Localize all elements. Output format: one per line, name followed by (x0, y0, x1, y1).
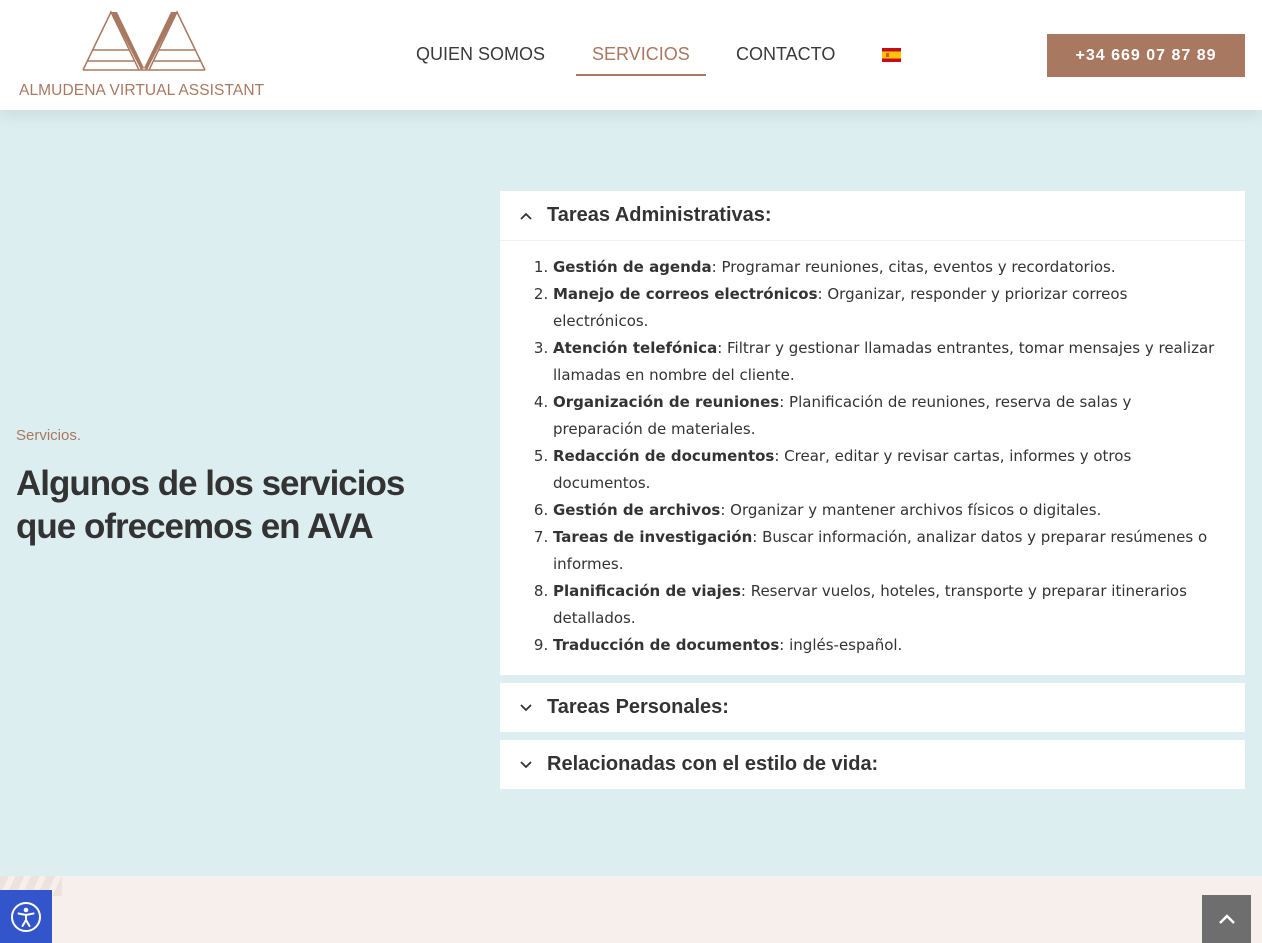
list-item-term: Organización de reuniones (553, 393, 780, 411)
logo-text: ALMUDENA VIRTUAL ASSISTANT (19, 82, 265, 99)
list-item-term: Traducción de documentos (553, 636, 780, 654)
footer-band (0, 876, 1262, 943)
list-item-term: Manejo de correos electrónicos (553, 285, 818, 303)
accordion-item-personales (500, 683, 1245, 732)
list-item (553, 524, 1225, 578)
nav-quien-somos[interactable]: QUIEN SOMOS (416, 44, 546, 64)
list-item-desc: : Planificación de reuniones, reserva de salas y preparación de materiales. (553, 393, 1132, 438)
site-header (0, 0, 1262, 110)
accordion-title: Tareas Personales: (547, 696, 729, 718)
section-eyebrow: Servicios. (16, 427, 82, 444)
list-item (553, 578, 1225, 632)
accordion-title: Relacionadas con el estilo de vida: (547, 753, 879, 775)
list-item-desc: : Organizar, responder y priorizar correos electrónicos. (553, 285, 1128, 330)
logo-mark-icon (81, 10, 207, 72)
list-item-desc: : Filtrar y gestionar llamadas entrantes, tomar mensajes y realizar llamadas en nombre del cliente. (553, 339, 1215, 384)
list-item (553, 497, 1225, 524)
list-item-desc: : Buscar información, analizar datos y preparar resúmenes o informes. (553, 528, 1208, 573)
accordion-item-administrativas (500, 191, 1245, 675)
accordion-header[interactable] (500, 740, 1245, 789)
accordion-header[interactable] (500, 683, 1245, 732)
list-item (553, 389, 1225, 443)
list-item (553, 632, 1225, 659)
accordion-content (500, 240, 1245, 659)
accordion-item-estilo-de-vida (500, 740, 1245, 789)
list-item-desc: : inglés-español. (779, 636, 903, 654)
logo[interactable] (19, 10, 269, 100)
list-item-term: Planificación de viajes (553, 582, 741, 600)
list-item-desc: : Reservar vuelos, hoteles, transporte y preparar itinerarios detallados. (553, 582, 1187, 627)
chevron-down-icon (519, 701, 533, 715)
chevron-down-icon (519, 758, 533, 772)
list-item (553, 335, 1225, 389)
list-item-term: Gestión de archivos (553, 501, 721, 519)
chevron-up-icon (1218, 913, 1236, 925)
list-item-term: Atención telefónica (553, 339, 718, 357)
list-item-term: Tareas de investigación (553, 528, 753, 546)
accessibility-icon (10, 901, 42, 933)
accordion-title: Tareas Administrativas: (547, 204, 772, 226)
list-item-term: Gestión de agenda (553, 258, 712, 276)
accessibility-button[interactable] (0, 890, 52, 943)
list-item-desc: : Crear, editar y revisar cartas, informes y otros documentos. (553, 447, 1132, 492)
scroll-to-top-button[interactable] (1202, 895, 1251, 943)
nav-active-indicator (576, 74, 706, 76)
chevron-up-icon (519, 209, 533, 223)
accordion-header[interactable] (500, 191, 1245, 240)
list-item (553, 281, 1225, 335)
phone-call-button[interactable]: +34 669 07 87 89 (1047, 34, 1245, 77)
nav-contacto[interactable]: CONTACTO (736, 44, 836, 64)
list-item (553, 443, 1225, 497)
section-heading: Algunos de los servicios que ofrecemos en AVA (16, 464, 405, 546)
list-item (553, 254, 1225, 281)
services-list (533, 254, 1225, 659)
nav-servicios[interactable]: SERVICIOS (592, 44, 690, 64)
list-item-desc: : Organizar y mantener archivos físicos o digitales. (720, 501, 1102, 519)
spain-flag-icon[interactable] (882, 48, 901, 62)
list-item-term: Redacción de documentos (553, 447, 775, 465)
list-item-desc: : Programar reuniones, citas, eventos y recordatorios. (711, 258, 1116, 276)
